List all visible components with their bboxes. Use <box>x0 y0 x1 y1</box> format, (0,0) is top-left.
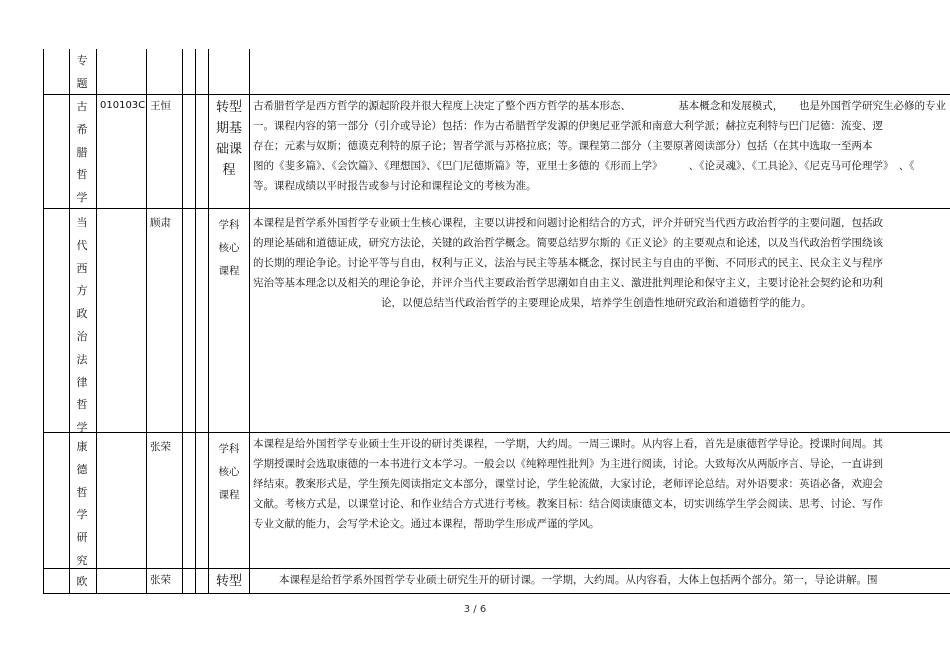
course-name-char: 法 <box>76 352 88 366</box>
course-type <box>209 438 249 507</box>
description-line: 专业文献的能力，会写学术论文。通过本课程，帮助学生形成严谨的学风。 <box>253 518 600 530</box>
course-name-cell <box>75 436 89 573</box>
course-type-line: 学科 <box>218 219 240 231</box>
course-name-char: 究 <box>76 553 88 567</box>
course-description <box>253 95 950 207</box>
description-line: 古希腊哲学是西方哲学的源起阶段并很大程度上决定了整个西方哲学的基本形态、 基本概念和发展模式， 也是外国哲学研究生必修的专业 <box>253 100 946 112</box>
column-divider <box>96 49 97 594</box>
course-type-line: 础课 <box>215 142 242 157</box>
column-divider <box>249 49 250 594</box>
row-divider <box>43 208 950 209</box>
description-line: 图的《斐多篇》、《会饮篇》、《理想国》、《巴门尼德斯篇》等，亚里士多德的《形而上学》 、《论灵魂》、《工具论》、《尼克马可伦理学》 、《 <box>253 160 915 172</box>
course-type-line: 转型 <box>215 100 242 115</box>
course-name-cell <box>75 50 89 96</box>
course-name-char: 哲 <box>76 485 88 499</box>
course-name-char: 学 <box>76 508 88 522</box>
course-name-char: 哲 <box>76 398 88 412</box>
description-line: 的长期的理论争论。讨论平等与自由，权利与正义，法治与民主等基本概念，探讨民主与自由的平衡、不同形式的民主、民众主义与程序 <box>253 257 883 269</box>
page-number: 3 / 6 <box>463 604 487 615</box>
column-divider <box>146 49 147 594</box>
course-name-char: 古 <box>76 100 88 113</box>
course-name-char: 哲 <box>76 168 88 182</box>
course-name-char: 学 <box>76 421 88 435</box>
course-type-line: 程 <box>222 163 236 178</box>
course-type <box>209 97 249 181</box>
course-teacher: 王恒 <box>150 100 171 112</box>
course-name-char: 方 <box>76 284 88 298</box>
course-name-char: 腊 <box>76 145 88 159</box>
description-line: 存在；元素与奴斯；德谟克利特的原子论；智者学派与苏格拉底；等。课程第二部分（主要原著阅读部分）包括（在其中选取一至两本 <box>253 140 873 152</box>
column-divider <box>69 49 70 594</box>
description-line: 本课程是给哲学系外国哲学专业硕士研究生开的研讨课。一学期，大约周。从内容看，大体上包括两个部分。第一，导论讲解。围 <box>279 574 878 586</box>
course-name-char: 研 <box>76 531 88 545</box>
description-line: 文献。考核方式是，以课堂讨论、和作业结合方式进行考核。教案目标：结合阅读康德文本，切实训练学生学会阅读、思考、讨论、写作 <box>253 498 883 510</box>
course-name-char: 当 <box>76 216 88 229</box>
course-name-char: 题 <box>76 76 88 90</box>
course-type-line: 课程 <box>218 265 240 277</box>
course-name-char: 政 <box>76 307 88 321</box>
course-name-char: 代 <box>76 238 88 252</box>
description-line: 一。课程内容的第一部分（引介或导论）包括：作为古希腊哲学发源的伊奥尼亚学派和南意大利学派；赫拉克利特与巴门尼德：流变、逻 <box>253 120 883 132</box>
course-description <box>253 433 950 553</box>
course-name-cell <box>75 212 89 440</box>
course-name-char: 律 <box>76 375 88 389</box>
course-name-char: 治 <box>76 329 88 343</box>
course-name-char: 西 <box>76 261 88 275</box>
description-line: 论，以便总结当代政治哲学的主要理论成果，培养学生创造性地研究政治和道德哲学的能力。 <box>381 297 812 309</box>
course-type-line: 学科 <box>218 443 240 455</box>
description-line: 的理论基础和道德证成，研究方法论，关键的政治哲学概念。简要总结罗尔斯的《正义论》的主要观点和论述，以及当代政治哲学围绕该 <box>253 237 883 249</box>
description-line: 绎结束。教案形式是，学生预先阅读指定文本部分，课堂讨论，学生轮流做，大家讨论，老师评论总结。对外语要求：英语必备，欢迎会 <box>253 478 883 490</box>
course-name-cell <box>75 571 89 594</box>
course-type <box>209 214 249 283</box>
course-teacher: 张荣 <box>150 441 171 453</box>
course-name-char: 专 <box>76 54 88 67</box>
course-type-line: 课程 <box>218 489 240 501</box>
course-type-line: 核心 <box>218 466 240 478</box>
course-name-char: 希 <box>76 122 88 136</box>
course-type <box>209 571 249 592</box>
column-divider <box>182 49 183 594</box>
description-line: 学期授课时会选取康德的一本书进行文本学习。一般会以《纯粹理性批判》为主进行阅读，讨论。大致每次从两版序言、导论，一直讲到 <box>253 458 883 470</box>
description-line: 宪治等基本理念以及相关的理论争论，并评介当代主要政治哲学思潮如自由主义、激进批判理论和保守主义，主要讨论社会契约论和功利 <box>253 277 883 289</box>
course-name-char: 康 <box>76 440 88 453</box>
description-line: 等。课程成绩以平时报告或参与讨论和课程论文的考核为准。 <box>253 180 537 192</box>
course-code: 010103C <box>100 100 146 111</box>
course-teacher: 顾肃 <box>150 217 171 229</box>
course-type-line: 核心 <box>218 242 240 254</box>
course-name-char: 学 <box>76 191 88 205</box>
course-teacher: 张荣 <box>150 574 171 586</box>
table-border-bottom <box>43 593 950 594</box>
course-type-line: 期基 <box>215 121 242 136</box>
column-divider <box>195 49 196 594</box>
course-name-cell <box>75 96 89 210</box>
course-name-char: 德 <box>76 462 88 476</box>
table-border-left <box>43 49 44 594</box>
course-description <box>253 212 950 330</box>
course-description <box>253 569 950 593</box>
description-line: 本课程是哲学系外国哲学专业硕士生核心课程，主要以讲授和问题讨论相结合的方式，评介并研究当代西方政治哲学的主要问题，包括政 <box>253 217 883 229</box>
course-type-line: 转型 <box>215 574 242 589</box>
description-line: 本课程是给外国哲学专业硕士生开设的研讨类课程，一学期，大约周。一周三课时。从内容上看，首先是康德哲学导论。授课时间周。其 <box>253 438 883 450</box>
course-name-char: 欧 <box>76 575 88 588</box>
